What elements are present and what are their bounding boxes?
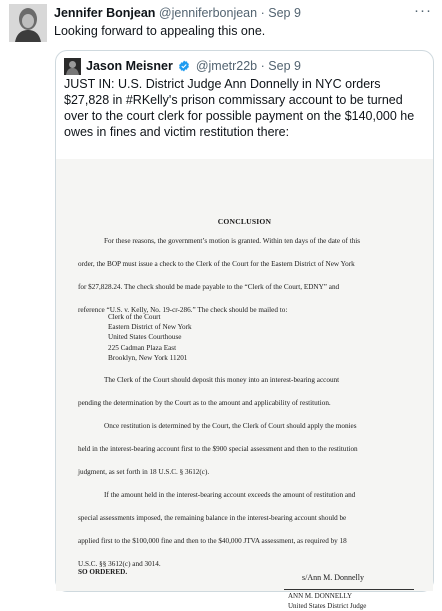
doc-line: For these reasons, the government’s motion is granted. Within ten days of the date of this xyxy=(104,237,361,245)
avatar-photo xyxy=(9,4,47,42)
doc-line: applied first to the $100,000 fine and then to the $40,000 JTVA assessment, as required by 18 xyxy=(78,537,347,545)
doc-line: order, the BOP must issue a check to the Clerk of the Court for the Eastern District of New York xyxy=(78,260,355,268)
separator: · xyxy=(260,59,265,73)
quoted-date: Sep 9 xyxy=(268,59,301,73)
judge-title: United States District Judge xyxy=(288,602,367,610)
doc-line: Once restitution is determined by the Court, the Clerk of Court should apply the monies xyxy=(104,422,357,430)
tweet-text: Looking forward to appealing this one. xyxy=(54,24,266,38)
doc-line: If the amount held in the interest-bearing account exceeds the amount of restitution and xyxy=(104,491,356,499)
address-line: United States Courthouse xyxy=(108,333,182,342)
doc-line: The Clerk of the Court should deposit this money into an interest-bearing account xyxy=(104,376,340,384)
doc-line: for $27,828.24. The check should be made payable to the “Clerk of the Court, EDNY” and xyxy=(78,283,340,291)
doc-line: judgment, as set forth in 18 U.S.C. § 3612(c). xyxy=(78,468,210,476)
quoted-tweet[interactable] xyxy=(55,50,434,610)
signature-line xyxy=(284,589,414,590)
doc-line: pending the determination by the Court as to the amount and applicability of restitution. xyxy=(78,399,331,407)
doc-line: U.S.C. §§ 3612(c) and 3014. xyxy=(78,560,161,568)
quoted-header xyxy=(86,58,301,74)
doc-judge-block xyxy=(288,591,366,611)
address-line: Brooklyn, New York 11201 xyxy=(108,353,188,362)
judge-name: ANN M. DONNELLY xyxy=(288,592,353,600)
document-image[interactable] xyxy=(56,159,433,610)
quoted-text: JUST IN: U.S. District Judge Ann Donnelly in NYC orders $27,828 in #RKelly's prison commissary account to be turned over to the court clerk for possible payment on the $140,000 he owes in fines and victim restitution there: xyxy=(64,77,415,139)
separator: · xyxy=(260,6,265,20)
doc-so-ordered: SO ORDERED. xyxy=(78,568,128,576)
avatar[interactable] xyxy=(9,4,47,42)
quoted-author-handle: @jmetr22b xyxy=(195,59,258,73)
doc-line: held in the interest-bearing account first to the $900 special assessment and then to the restitution xyxy=(78,445,358,453)
author-name[interactable]: Jennifer Bonjean xyxy=(54,6,156,20)
tweet-header xyxy=(54,5,412,21)
doc-paragraph-4 xyxy=(78,484,413,576)
doc-signature: s/Ann M. Donnelly xyxy=(302,573,364,582)
quoted-avatar xyxy=(64,58,81,75)
verified-badge-icon xyxy=(178,60,190,72)
doc-line: special assessments imposed, the remaining balance in the interest-bearing account should be xyxy=(78,514,347,522)
doc-line: reference “U.S. v. Kelly, No. 19-cr-286.” The check should be mailed to: xyxy=(78,306,288,314)
address-line: Clerk of the Court xyxy=(108,313,161,321)
address-line: Eastern District of New York xyxy=(108,323,192,332)
doc-paragraph-1 xyxy=(78,230,413,322)
address-line: 225 Cadman Plaza East xyxy=(108,343,177,352)
tweet-date[interactable]: Sep 9 xyxy=(268,6,301,20)
doc-paragraph-2 xyxy=(78,369,413,415)
doc-paragraph-3 xyxy=(78,415,413,484)
doc-address xyxy=(108,312,192,363)
quoted-author-name: Jason Meisner xyxy=(86,59,173,73)
more-icon[interactable]: ··· xyxy=(414,2,432,19)
author-handle[interactable]: @jenniferbonjean xyxy=(158,6,258,20)
doc-heading: CONCLUSION xyxy=(217,217,272,226)
quoted-avatar-photo xyxy=(64,58,81,75)
